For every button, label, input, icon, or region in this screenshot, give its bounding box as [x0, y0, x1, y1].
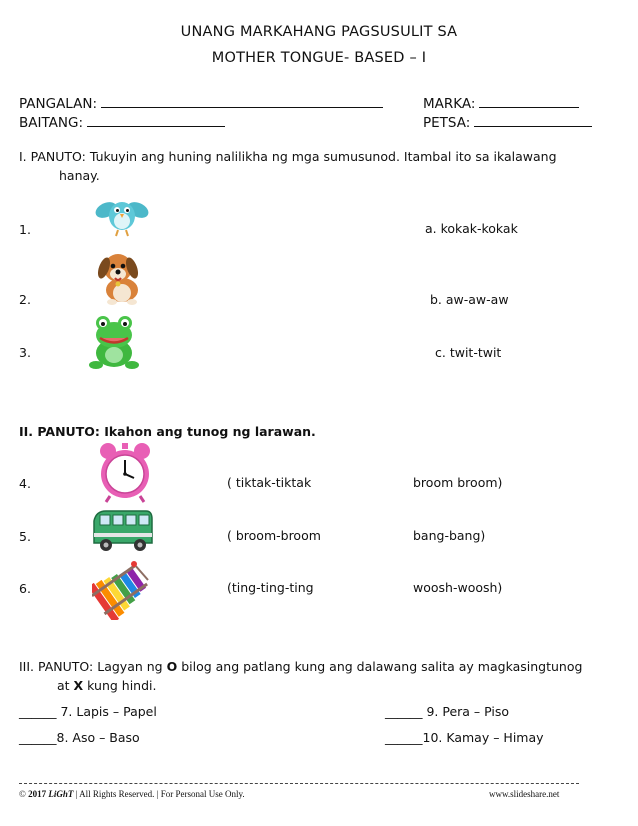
- frog-icon: [88, 313, 140, 371]
- part3-instruction: [19, 659, 582, 674]
- part3-line2-post: kung hindi.: [83, 678, 157, 693]
- item-8[interactable]: ______8. Aso – Baso: [19, 730, 140, 745]
- x-symbol: X: [73, 678, 84, 693]
- item-2-answer: b. aw-aw-aw: [430, 292, 509, 307]
- score-blank[interactable]: [479, 107, 579, 108]
- footer-copyright: [19, 789, 245, 799]
- item-9[interactable]: ______ 9. Pera – Piso: [385, 704, 510, 719]
- score-field[interactable]: [423, 96, 579, 112]
- item-1-answer: a. kokak-kokak: [425, 221, 518, 236]
- part3-line2-pre: at: [57, 678, 74, 693]
- circle-symbol: O: [166, 659, 178, 674]
- item-10[interactable]: ______10. Kamay – Himay: [385, 730, 544, 745]
- footer-divider: [19, 783, 579, 784]
- date-blank[interactable]: [474, 126, 592, 127]
- grade-field[interactable]: [19, 115, 225, 131]
- item-6-choice-2[interactable]: woosh-woosh): [413, 580, 503, 595]
- grade-blank[interactable]: [87, 126, 225, 127]
- copyright-symbol: ©: [19, 789, 26, 799]
- part3-instruction-pre: III. PANUTO: Lagyan ng: [19, 659, 167, 674]
- footer-site-link[interactable]: www.slideshare.net: [489, 789, 560, 799]
- date-label: PETSA:: [423, 115, 471, 131]
- part3-instruction-post: bilog ang patlang kung ang dalawang salita ay magkasingtunog: [177, 659, 583, 674]
- name-field[interactable]: [19, 96, 383, 112]
- item-4-choice-2[interactable]: broom broom): [413, 475, 503, 490]
- part1-instruction: I. PANUTO: Tukuyin ang huning nalilikha ng mga sumusunod. Itambal ito sa ikalawang: [19, 149, 557, 164]
- item-3-number: 3.: [19, 345, 31, 360]
- item-1-number: 1.: [19, 222, 31, 237]
- title-line-1: UNANG MARKAHANG PAGSUSULIT SA: [180, 24, 458, 40]
- footer-rights: | All Rights Reserved. | For Personal Use Only.: [75, 789, 245, 799]
- footer-year: 2017: [28, 789, 47, 799]
- part2-instruction: II. PANUTO: Ikahon ang tunog ng larawan.: [19, 424, 316, 439]
- item-4-choice-1[interactable]: ( tiktak-tiktak: [227, 475, 312, 490]
- part1-instruction-cont: hanay.: [59, 168, 100, 183]
- footer-brand: LiGhT: [48, 789, 74, 799]
- item-7[interactable]: ______ 7. Lapis – Papel: [19, 704, 157, 719]
- van-icon: [90, 505, 156, 555]
- score-label: MARKA:: [423, 96, 476, 112]
- date-field[interactable]: [423, 115, 592, 131]
- part3-instruction-cont: [57, 678, 156, 693]
- item-5-choice-1[interactable]: ( broom-broom: [227, 528, 321, 543]
- title-line-2: MOTHER TONGUE- BASED – I: [211, 50, 427, 66]
- xylophone-icon: [92, 560, 152, 620]
- grade-label: BAITANG:: [19, 115, 84, 131]
- item-3-answer: c. twit-twit: [435, 345, 502, 360]
- item-5-choice-2[interactable]: bang-bang): [413, 528, 486, 543]
- item-6-number: 6.: [19, 581, 31, 596]
- item-4-number: 4.: [19, 476, 31, 491]
- name-blank[interactable]: [101, 107, 383, 108]
- bird-icon: [94, 190, 150, 238]
- dog-icon: [92, 248, 150, 306]
- alarm-clock-icon: [96, 441, 154, 503]
- item-5-number: 5.: [19, 529, 31, 544]
- name-label: PANGALAN:: [19, 96, 98, 112]
- item-6-choice-1[interactable]: (ting-ting-ting: [227, 580, 314, 595]
- item-2-number: 2.: [19, 292, 31, 307]
